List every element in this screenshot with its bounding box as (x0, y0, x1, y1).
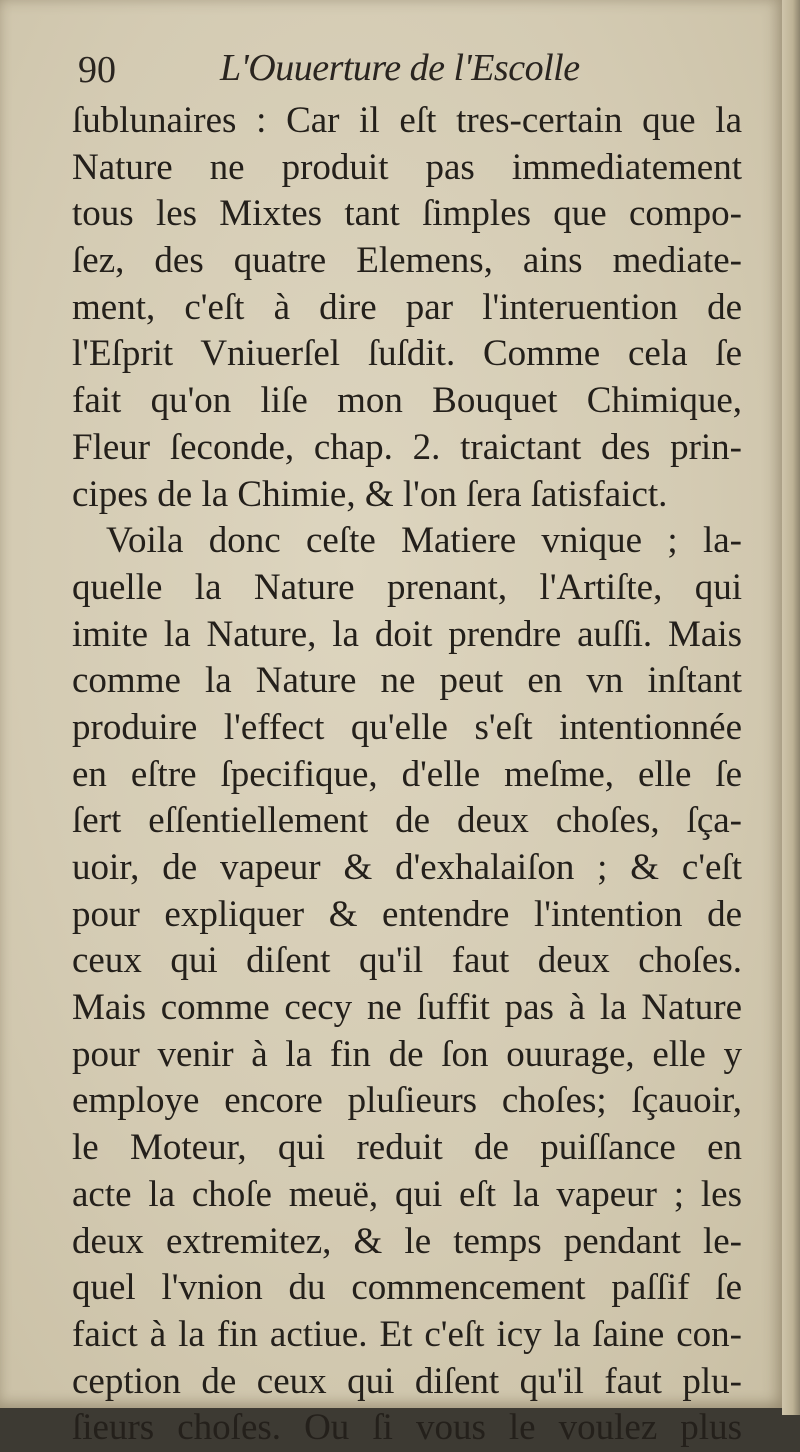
text-line: pour expliquer & entendre l'intention de (72, 893, 742, 935)
text-line: le Moteur, qui reduit de puiſſance en (72, 1127, 742, 1169)
text-line: fait qu'on liſe mon Bouquet Chimique, (72, 380, 742, 422)
page-edge (782, 0, 800, 1415)
text-line: imite la Nature, la doit prendre auſſi. Mais (72, 613, 742, 655)
text-line: l'Eſprit Vniuerſel ſuſdit. Comme cela ſe (72, 333, 742, 375)
text-line: quelle la Nature prenant, l'Artiſte, qui (72, 566, 742, 608)
text-line: pour venir à la fin de ſon ouurage, elle y (72, 1033, 742, 1075)
text-line: ſert eſſentiellement de deux choſes, ſça- (72, 800, 742, 842)
text-line: ment, c'eſt à dire par l'interuention de (72, 286, 742, 328)
text-line: comme la Nature ne peut en vn inſtant (72, 660, 742, 702)
text-line: ſieurs choſes. Ou ſi vous le voulez plus (72, 1407, 742, 1449)
text-line: Nature ne produit pas immediatement (72, 146, 742, 188)
text-line: cipes de la Chimie, & l'on ſera ſatisfaict. (72, 473, 668, 515)
text-line: ceux qui diſent qu'il faut deux choſes. (72, 940, 742, 982)
text-line: faict à la fin actiue. Et c'eſt icy la ſaine con- (72, 1313, 742, 1355)
text-line: ſublunaires : Car il eſt tres-certain que la (72, 100, 742, 141)
running-title: L'Ouuerture de l'Escolle (220, 47, 580, 89)
body-text (72, 98, 742, 1452)
text-line: uoir, de vapeur & d'exhalaiſon ; & c'eſt (72, 847, 742, 888)
text-line: ſez, des quatre Elemens, ains mediate- (72, 240, 742, 282)
text-line: Mais comme cecy ne ſuffit pas à la Nature (72, 987, 742, 1029)
text-line: acte la choſe meuë, qui eſt la vapeur ; les (72, 1173, 742, 1215)
page-header (78, 44, 738, 98)
paragraph-start-line: Voila donc ceſte Matiere vnique ; la- (106, 520, 742, 562)
text-line: deux extremitez, & le temps pendant le- (72, 1220, 742, 1262)
text-line: produire l'effect qu'elle s'eſt intentionnée (72, 706, 742, 748)
text-line: quel l'vnion du commencement paſſif ſe (72, 1267, 742, 1309)
text-line: ception de ceux qui diſent qu'il faut plu- (72, 1360, 742, 1402)
text-line: employe encore pluſieurs choſes; ſçauoir, (72, 1080, 742, 1122)
page-number: 90 (78, 49, 116, 91)
text-line: tous les Mixtes tant ſimples que compo- (72, 193, 742, 235)
text-line: en eſtre ſpecifique, d'elle meſme, elle ſe (72, 753, 742, 795)
text-line: Fleur ſeconde, chap. 2. traictant des prin- (72, 426, 742, 468)
